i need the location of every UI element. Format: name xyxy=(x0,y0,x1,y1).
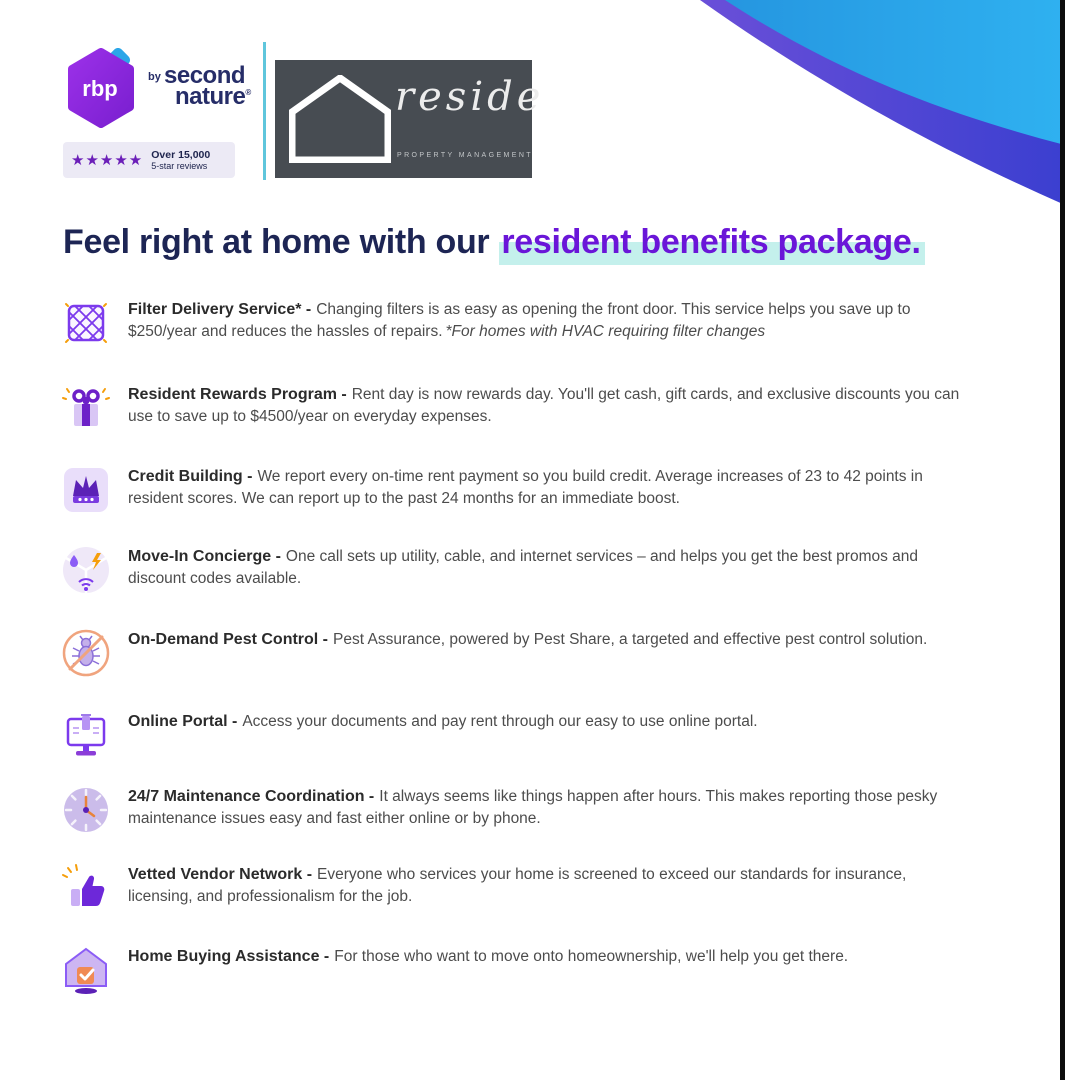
benefit-title: Filter Delivery Service* - xyxy=(128,301,312,318)
vertical-divider xyxy=(263,42,266,180)
benefit-description: For those who want to move onto homeownership, we'll help you get there. xyxy=(334,948,849,965)
brand-word-nature: nature® xyxy=(175,83,251,110)
right-edge-strip xyxy=(1060,0,1065,1080)
benefit-description: Pest Assurance, powered by Pest Share, a targeted and effective pest control solution. xyxy=(333,631,928,648)
benefit-title: Resident Rewards Program - xyxy=(128,386,347,403)
benefit-note: *For homes with HVAC requiring filter changes xyxy=(445,323,766,340)
benefit-text xyxy=(128,864,972,908)
benefit-description: One call sets up utility, cable, and internet services – and helps you get the best promos and discount codes available. xyxy=(128,548,919,587)
home-check-icon xyxy=(60,945,112,995)
benefit-row-rewards xyxy=(60,383,972,433)
five-stars-icon: ★★★★★ xyxy=(71,152,144,169)
rbp-logo-icon xyxy=(68,48,134,130)
benefit-row-credit xyxy=(60,465,972,515)
benefits-list xyxy=(60,298,972,995)
benefit-row-vendor-network xyxy=(60,863,972,913)
benefit-description: Changing filters is as easy as opening the front door. This service helps you save up to $250/year and reduces the hassles of repairs. xyxy=(128,301,911,340)
benefit-row-concierge xyxy=(60,545,972,595)
benefit-text xyxy=(128,946,848,968)
benefit-text xyxy=(128,384,972,428)
utilities-circle-icon xyxy=(60,545,112,595)
reviews-count: Over 15,000 xyxy=(151,148,211,161)
headline-highlight: resident benefits package. xyxy=(499,223,924,265)
benefit-title: On-Demand Pest Control - xyxy=(128,631,329,648)
benefit-description: Everyone who services your home is screened to exceed our standards for insurance, licensing, and professionalism for the job. xyxy=(128,866,907,905)
thumbs-up-icon xyxy=(60,863,112,913)
registered-mark: ® xyxy=(245,88,251,97)
filter-delivery-icon xyxy=(60,298,112,348)
benefit-title: Credit Building - xyxy=(128,468,253,485)
reviews-text xyxy=(151,149,210,171)
benefit-title: Move-In Concierge - xyxy=(128,548,281,565)
reviews-caption: 5-star reviews xyxy=(151,160,208,171)
headline-prefix: Feel right at home with our xyxy=(63,223,490,261)
reside-wordmark: reside xyxy=(395,74,545,120)
online-portal-monitor-icon xyxy=(60,710,112,760)
benefit-text xyxy=(128,629,927,651)
benefit-row-online-portal xyxy=(60,710,972,760)
benefit-text xyxy=(128,466,972,510)
brand-word-second: second xyxy=(164,62,246,89)
benefit-row-filter-delivery xyxy=(60,298,972,348)
benefit-title: Online Portal - xyxy=(128,713,238,730)
brand-header xyxy=(60,40,580,185)
no-pest-icon xyxy=(60,628,112,678)
benefit-row-pest-control xyxy=(60,628,972,678)
benefit-row-maintenance xyxy=(60,785,972,835)
benefit-description: Rent day is now rewards day. You'll get cash, gift cards, and exclusive discounts you can use to save up to $4500/year on everyday expenses. xyxy=(128,386,960,425)
benefit-description: We report every on-time rent payment so you build credit. Average increases of 23 to 42 points in resident scores. We can report up to the past 24 months for an immediate boost. xyxy=(128,468,923,507)
benefit-row-home-buying xyxy=(60,945,972,995)
reviews-badge xyxy=(63,142,235,178)
benefit-description: It always seems like things happen after hours. This makes reporting those pesky maintenance issues easy and fast either online or by phone. xyxy=(128,788,938,827)
benefit-text xyxy=(128,299,972,343)
benefit-title: 24/7 Maintenance Coordination - xyxy=(128,788,375,805)
page-title xyxy=(63,222,1023,263)
svg-text:rbp: rbp xyxy=(82,76,118,101)
clock-icon xyxy=(60,785,112,835)
reside-tagline: PROPERTY MANAGEMENT xyxy=(397,152,533,159)
credit-crown-icon xyxy=(60,465,112,515)
benefit-text xyxy=(128,711,758,733)
house-outline-icon xyxy=(289,75,391,163)
benefit-title: Vetted Vendor Network - xyxy=(128,866,313,883)
benefit-text xyxy=(128,786,972,830)
benefit-text xyxy=(128,546,972,590)
benefit-title: Home Buying Assistance - xyxy=(128,948,330,965)
by-label: by xyxy=(148,71,161,83)
benefit-description: Access your documents and pay rent through our easy to use online portal. xyxy=(242,713,758,730)
gift-icon xyxy=(60,383,112,433)
second-nature-wordmark xyxy=(148,62,288,126)
reside-logo xyxy=(275,60,545,178)
